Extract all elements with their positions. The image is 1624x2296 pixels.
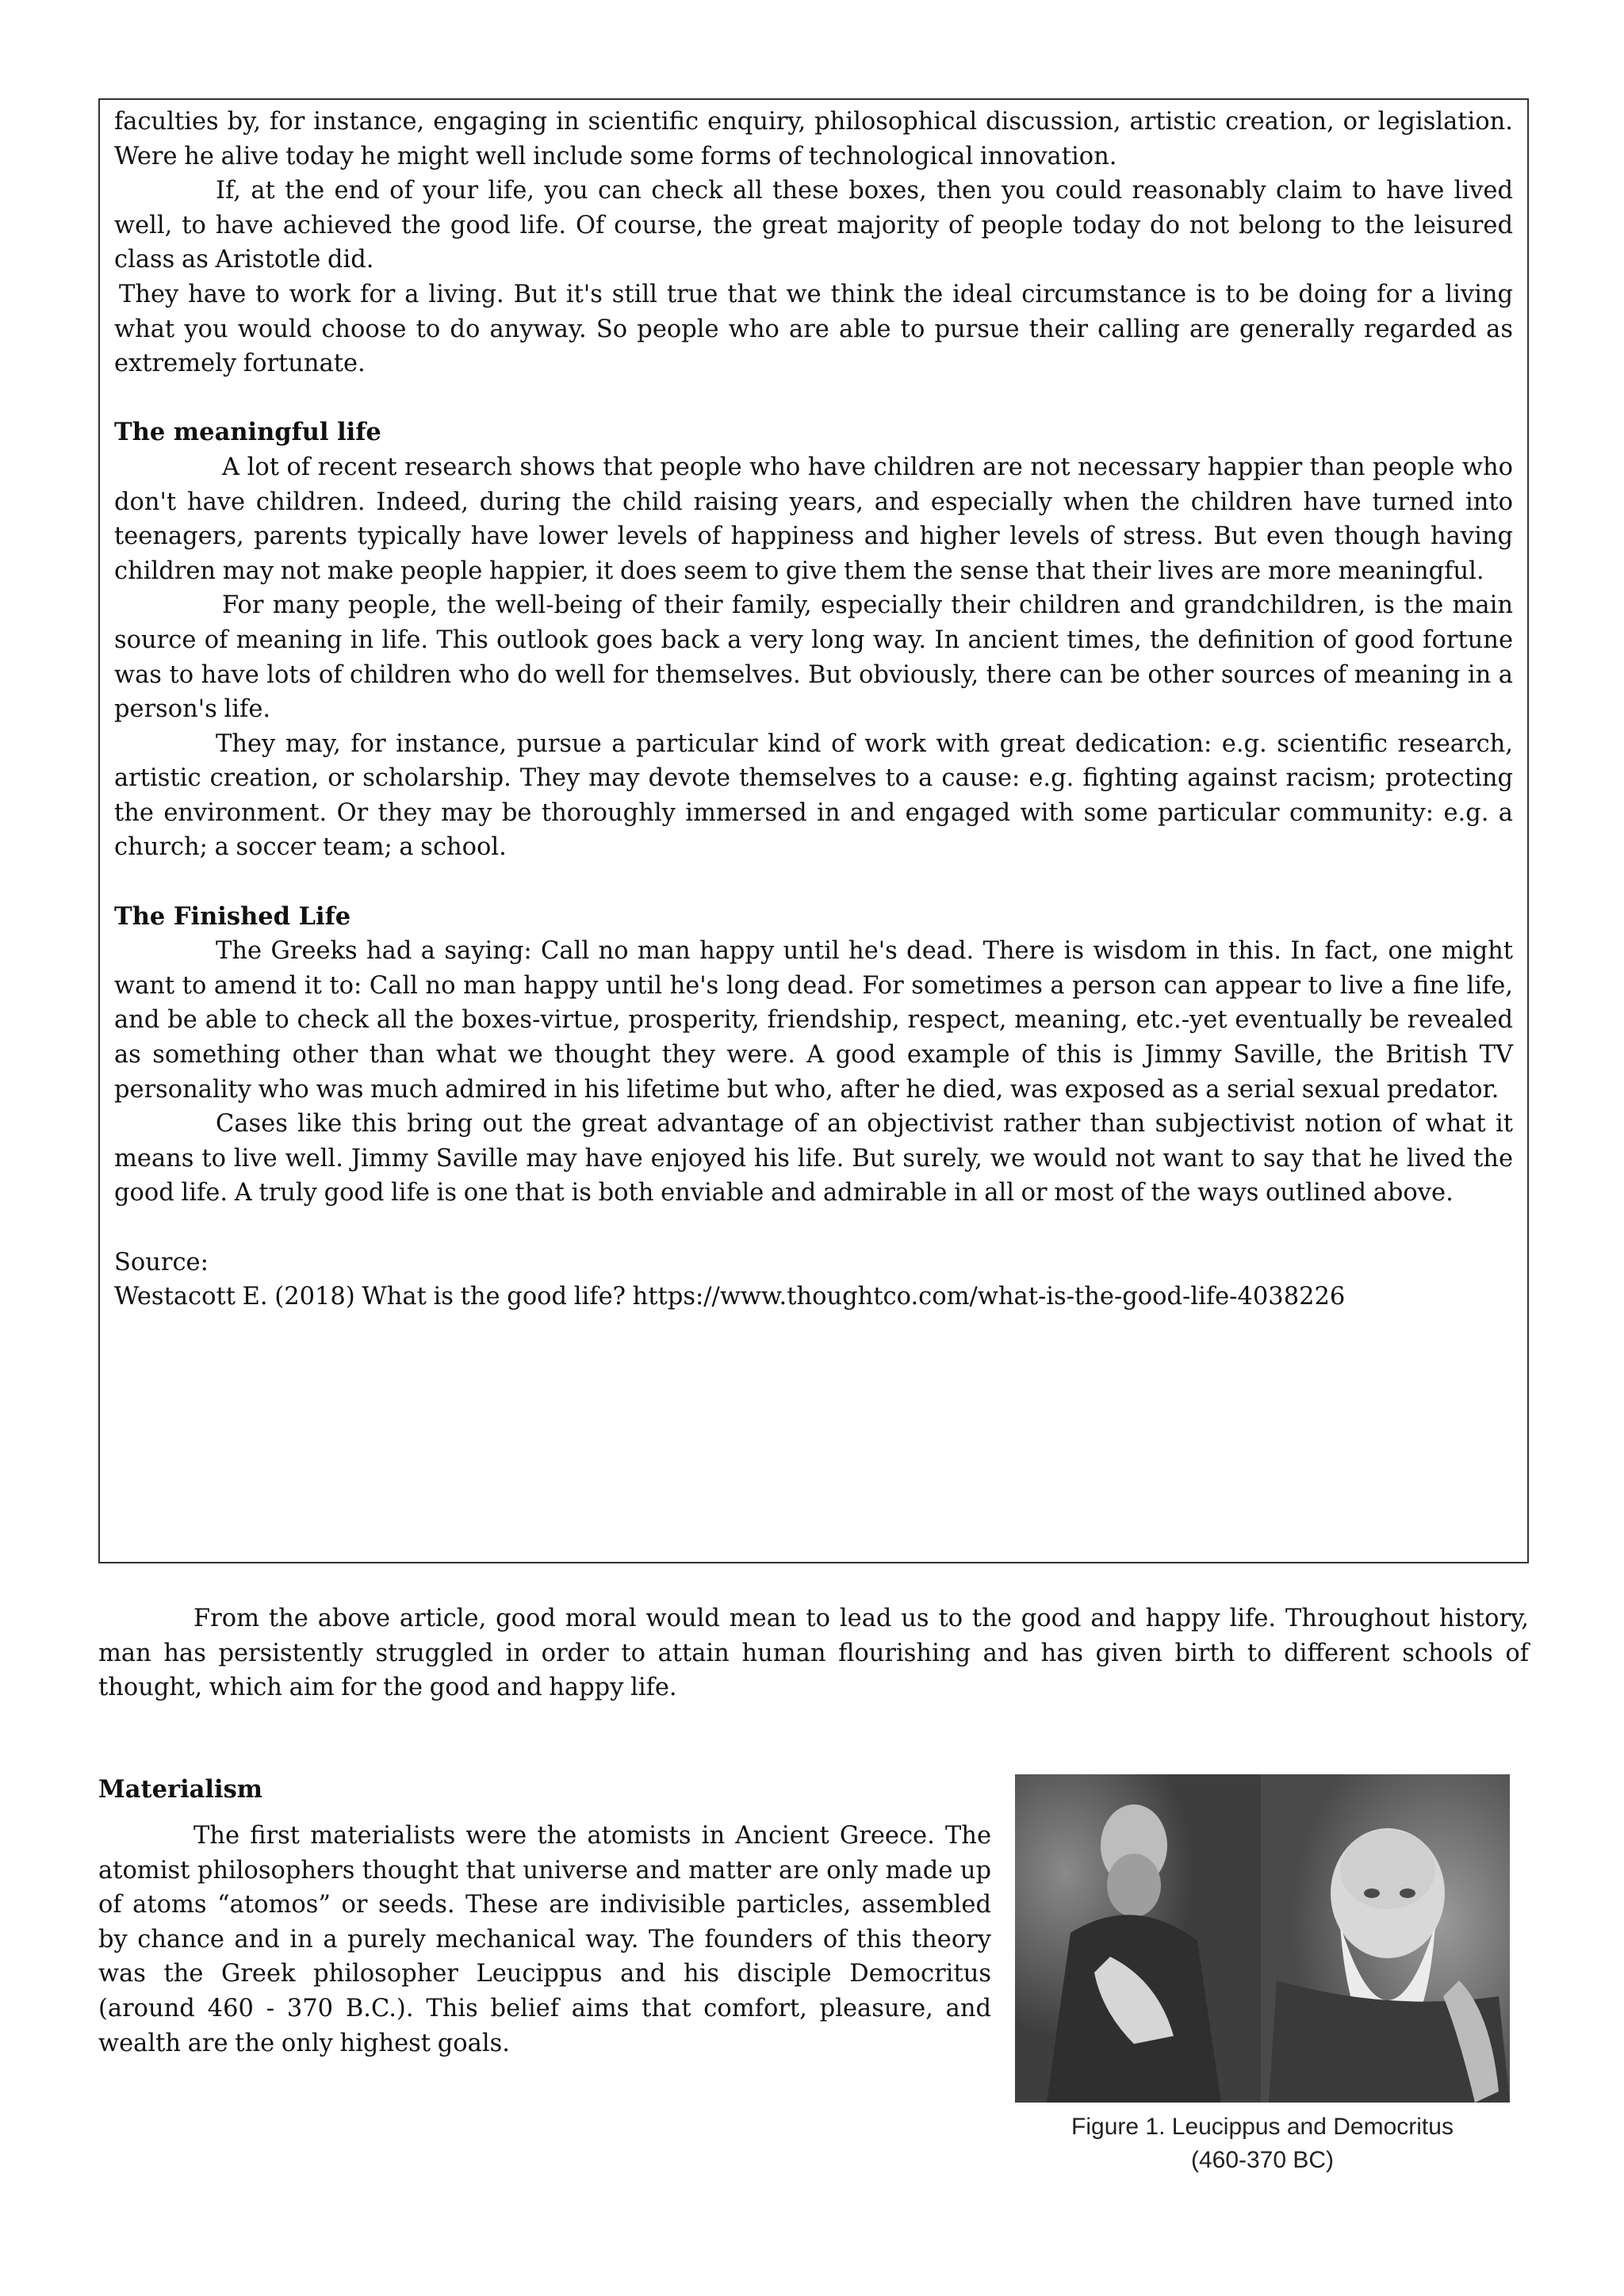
article-paragraph: They have to work for a living. But it's still true that we think the ideal circumstance is to be doing for a living what you would choose to do anyway. So people who are able to pursue their calling are generally regarded as extremely fortunate.: [114, 280, 1513, 378]
body-paragraph: From the above article, good moral would mean to lead us to the good and happy life. Throughout history, man has persistently struggled in order to attain human flourishing and has given birth to different schools of thought, which aim for the good and happy life.: [98, 1605, 1529, 1702]
spacer: [114, 865, 1513, 900]
source-citation: Westacott E. (2018) What is the good life? https://www.thoughtco.com/what-is-the-good-life-4038226: [114, 1283, 1346, 1311]
article-paragraph: For many people, the well-being of their family, especially their children and grandchildren, is the main source of meaning in life. This outlook goes back a very long way. In ancient times, the definition of good fortune was to have lots of children who do well for themselves. But obviously, there can be other sources of meaning in a person's life.: [114, 591, 1513, 724]
figure-leucippus-democritus: [1015, 1774, 1510, 2177]
caption-line: Figure 1. Leucippus and Democritus: [1071, 2114, 1454, 2140]
article-paragraph: A lot of recent research shows that people who have children are not necessary happier than people who don't have children. Indeed, during the child raising years, and especially when the children have turned into teenagers, parents typically have lower levels of happiness and higher levels of stress. But even though having children may not make people happier, it does seem to give them the sense that their lives are more meaningful.: [114, 453, 1513, 585]
materialism-text: [98, 1819, 991, 2061]
figure-caption: [1015, 2110, 1510, 2177]
article-paragraph: They may, for instance, pursue a particular kind of work with great dedication: e.g. scientific research, artistic creation, or scholarship. They may devote themselves to a cause: e.g. fighting against racism; protecting the environment. Or they may be thoroughly immersed in and engaged with some particular community: e.g. a church; a soccer team; a school.: [114, 729, 1513, 862]
section-heading-finished-life: The Finished Life: [114, 901, 351, 931]
philosophers-photo: [1015, 1774, 1510, 2103]
after-article-text: [98, 1601, 1529, 1705]
philosophers-illustration: [1015, 1774, 1510, 2103]
article-paragraph: Cases like this bring out the great advantage of an objectivist rather than subjectivist notion of what it means to live well. Jimmy Saville may have enjoyed his life. But surely, we would not want to say that he lived the good life. A truly good life is one that is both enviable and admirable in all or most of the ways outlined above.: [114, 1110, 1513, 1207]
spacer: [114, 1211, 1513, 1246]
article-paragraph: If, at the end of your life, you can check all these boxes, then you could reasonably claim to have lived well, to have achieved the good life. Of course, the great majority of people today do not belong to the leisured class as Aristotle did.: [114, 177, 1513, 274]
section-heading-materialism: Materialism: [98, 1775, 263, 1804]
article-box: [98, 98, 1529, 1563]
section-heading-meaningful-life: The meaningful life: [114, 418, 381, 447]
spacer: [114, 381, 1513, 416]
source-label: Source:: [114, 1248, 209, 1276]
article-paragraph: The Greeks had a saying: Call no man happy until he's dead. There is wisdom in this. In fact, one might want to amend it to: Call no man happy until he's long dead. For sometimes a person can appear to live a fine life, and be able to check all the boxes-virtue, prosperity, friendship, respect, meaning, etc.-yet eventually be revealed as something other than what we thought they were. A good example of this is Jimmy Saville, the British TV personality who was much admired in his lifetime but who, after he died, was exposed as a serial sexual predator.: [114, 937, 1513, 1104]
caption-line: (460-370 BC): [1190, 2147, 1335, 2173]
body-paragraph: The first materialists were the atomists in Ancient Greece. The atomist philosophers thought that universe and matter are only made up of atoms “atomos” or seeds. These are indivisible particles, assembled by chance and in a purely mechanical way. The founders of this theory was the Greek philosopher Leucippus and his disciple Democritus (around 460 - 370 B.C.). This belief aims that comfort, pleasure, and wealth are the only highest goals.: [98, 1822, 991, 2057]
article-paragraph: faculties by, for instance, engaging in scientific enquiry, philosophical discussion, artistic creation, or legislation. Were he alive today he might well include some forms of technological innovation.: [114, 108, 1513, 170]
